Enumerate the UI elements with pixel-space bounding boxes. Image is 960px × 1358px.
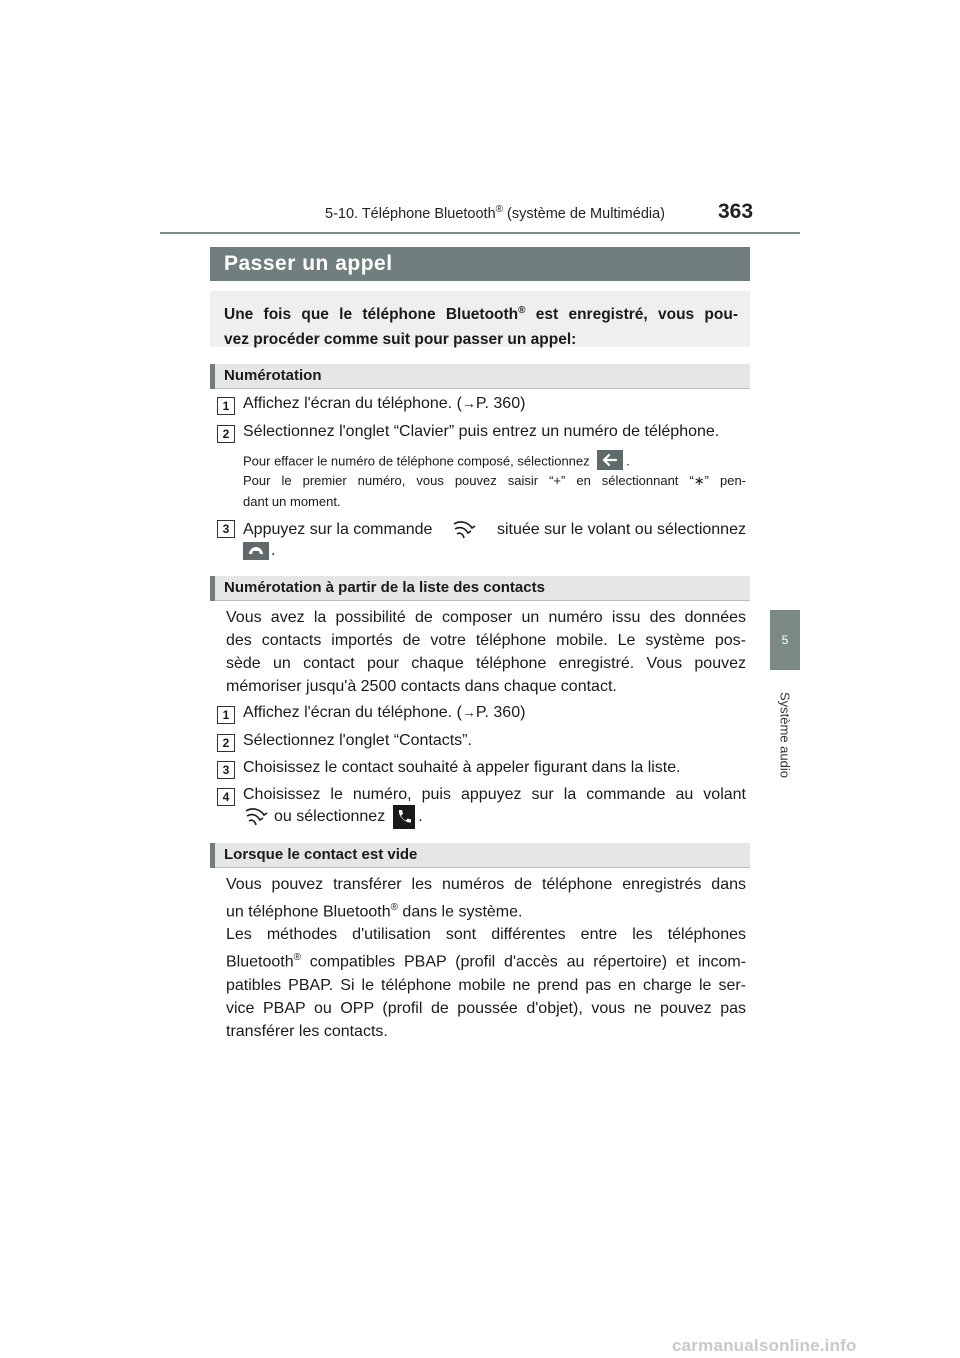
step-text: Affichez l'écran du téléphone. (→P. 360) <box>243 395 526 412</box>
step-text: Sélectionnez l'onglet “Contacts”. <box>243 732 472 749</box>
contacts-paragraph: Vous avez la possibilité de composer un numéro issu des données des contacts importés de votre téléphone mobile. Le système pos- sède un contact pour chaque téléphone enregistré. Vous pouvez mémoriser jusqu'à 2500 contacts dans chaque contact. <box>226 609 746 695</box>
step-text: Choisissez le numéro, puis appuyez sur la commande au volant <box>243 786 746 803</box>
section-title: Passer un appel <box>224 252 393 275</box>
step-number-3: 3 <box>217 520 235 538</box>
subheading-empty-contact: Lorsque le contact est vide <box>210 843 750 868</box>
chapter-title: 5-10. Téléphone Bluetooth® (système de Multimédia) <box>325 204 665 222</box>
steering-phone-icon <box>451 518 479 542</box>
step-text: Choisissez le contact souhaité à appeler figurant dans la liste. <box>243 759 681 776</box>
note-text: dant un moment. <box>243 494 341 509</box>
phone-call-icon[interactable] <box>243 542 269 560</box>
subheading-numerotation: Numérotation <box>210 364 750 389</box>
header-divider <box>160 232 800 234</box>
intro-text: Une fois que le téléphone Bluetooth® est enregistré, vous pou- vez procéder comme suit pour passer un appel: <box>224 305 738 349</box>
step-number-3: 3 <box>217 761 235 779</box>
backspace-icon[interactable] <box>597 450 623 470</box>
watermark: carmanualsonline.info <box>672 1336 857 1355</box>
section-title-bar <box>210 247 750 281</box>
step-text: . <box>243 542 275 560</box>
step-text: Affichez l'écran du téléphone. (→P. 360) <box>243 704 526 721</box>
step-number-2: 2 <box>217 425 235 443</box>
page-number: 363 <box>718 200 754 223</box>
empty-paragraph: Vous pouvez transférer les numéros de téléphone enregistrés dans un téléphone Bluetooth® dans le système. Les méthodes d'utilisation sont différentes entre les téléphones Bluetooth® compatibles PBAP (profil d'accès au répertoire) et incom- patibles PBAP. Si le téléphone mobile ne prend pas en charge le ser- vice PBAP ou OPP (profil de poussée d'objet), vous ne pouvez pas transférer les contacts. <box>226 876 746 1040</box>
steering-phone-icon <box>243 805 271 829</box>
chapter-tab-number[interactable]: 5 <box>770 610 800 670</box>
intro-box <box>210 291 750 347</box>
step-number-4: 4 <box>217 788 235 806</box>
step-number-1: 1 <box>217 706 235 724</box>
step-number-2: 2 <box>217 734 235 752</box>
phone-handset-icon[interactable] <box>393 805 415 829</box>
step-number-1: 1 <box>217 397 235 415</box>
step-text: Sélectionnez l'onglet “Clavier” puis entrez un numéro de téléphone. <box>243 423 720 440</box>
chapter-tab-label: Système audio <box>777 692 793 778</box>
note-text: Pour le premier numéro, vous pouvez saisir “+” en sélectionnant “∗” pen- <box>243 473 746 488</box>
step-text: ou sélectionnez . <box>243 805 423 829</box>
subheading-contacts: Numérotation à partir de la liste des contacts <box>210 576 750 601</box>
step-text: Appuyez sur la commande située sur le volant ou sélectionnez <box>243 518 746 542</box>
note-text: Pour effacer le numéro de téléphone composé, sélectionnez . <box>243 452 630 472</box>
